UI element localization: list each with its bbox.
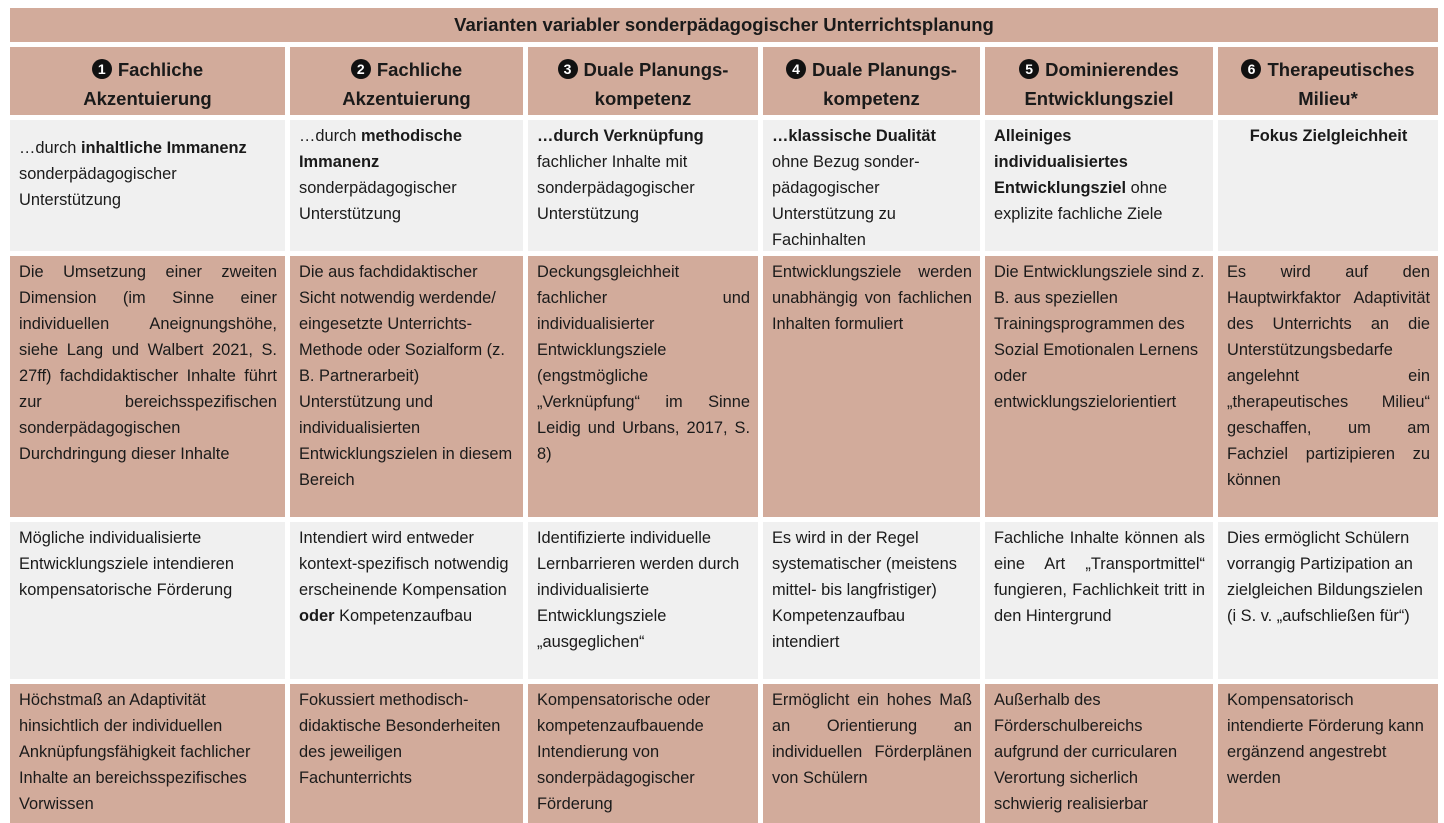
focus-cell-5: Alleiniges individualisiertes Entwicklungsziel ohne explizite fachliche Ziele bbox=[985, 120, 1213, 251]
column-header-line2: kompetenz bbox=[594, 88, 692, 109]
intention-cell-4: Es wird in der Regel systematischer (meistens mittel- bis langfristiger) Kompetenzaufbau intendiert bbox=[763, 522, 980, 679]
focus-cell-2: …durch methodische Immanenz sonderpädagogischer Unterstützung bbox=[290, 120, 523, 251]
focus-cell-4: …klassische Dualität ohne Bezug sonder-pädagogischer Unterstützung zu Fachinhalten bbox=[763, 120, 980, 251]
intention-cell-6: Dies ermöglicht Schülern vorrangig Partizipation an zielgleichen Bildungszielen (i S. v. „aufschließen für“) bbox=[1218, 522, 1438, 679]
benefit-cell-2: Fokussiert methodisch-didaktische Besonderheiten des jeweiligen Fachunterrichts bbox=[290, 684, 523, 823]
intention-cell-5: Fachliche Inhalte können als eine Art „Transportmittel“ fungieren, Fachlichkeit tritt in den Hintergrund bbox=[985, 522, 1213, 679]
description-cell-4: Entwicklungsziele werden unabhängig von fachlichen Inhalten formuliert bbox=[763, 256, 980, 517]
benefit-cell-6: Kompensatorisch intendierte Förderung kann ergänzend angestrebt werden bbox=[1218, 684, 1438, 823]
number-badge-5: 5 bbox=[1019, 59, 1039, 79]
benefit-cell-4: Ermöglicht ein hohes Maß an Orientierung an individuellen Förderplänen von Schülern bbox=[763, 684, 980, 823]
column-header-line1: Fachliche bbox=[117, 59, 204, 80]
column-header-2 bbox=[290, 47, 523, 115]
focus-cell-1: …durch inhaltliche Immanenz sonderpädagogischer Unterstützung bbox=[10, 120, 285, 251]
column-header-3 bbox=[528, 47, 758, 115]
number-badge-3: 3 bbox=[558, 59, 578, 79]
intention-cell-3: Identifizierte individuelle Lernbarrieren werden durch individualisierte Entwicklungsziele „ausgeglichen“ bbox=[528, 522, 758, 679]
table-title: Varianten variabler sonderpädagogischer Unterrichtsplanung bbox=[10, 8, 1438, 42]
focus-cell-6: Fokus Zielgleichheit bbox=[1218, 120, 1438, 251]
description-cell-5: Die Entwicklungsziele sind z. B. aus speziellen Trainingsprogrammen des Sozial Emotionalen Lernens oder entwicklungszielorientiert bbox=[985, 256, 1213, 517]
column-header-5 bbox=[985, 47, 1213, 115]
description-cell-3: Deckungsgleichheit fachlicher und individualisierter Entwicklungsziele (engstmögliche „Verknüpfung“ im Sinne Leidig und Urbans, 2017, S. 8) bbox=[528, 256, 758, 517]
benefit-cell-1: Höchstmaß an Adaptivität hinsichtlich der individuellen Anknüpfungsfähigkeit fachlicher Inhalte an bereichsspezifisches Vorwissen bbox=[10, 684, 285, 823]
number-badge-6: 6 bbox=[1241, 59, 1261, 79]
column-header-6 bbox=[1218, 47, 1438, 115]
column-header-line2: kompetenz bbox=[823, 88, 920, 109]
column-header-line1: Duale Planungs- bbox=[812, 59, 957, 80]
description-cell-1: Die Umsetzung einer zweiten Dimension (im Sinne einer individuellen Aneignungshöhe, siehe Lang und Walbert 2021, S. 27ff) fachdidaktischer Inhalte führt zur bereichsspezifischen sonderpädagogischen Durchdringung dieser Inhalte bbox=[10, 256, 285, 517]
intention-cell-2: Intendiert wird entweder kontext-spezifisch notwendig erscheinende Kompensation oder Kompetenzaufbau bbox=[290, 522, 523, 679]
column-header-line2: Akzentuierung bbox=[83, 88, 212, 109]
column-header-line2: Milieu* bbox=[1298, 88, 1358, 109]
number-badge-2: 2 bbox=[351, 59, 371, 79]
column-header-line1: Fachliche bbox=[376, 59, 463, 80]
column-header-line1: Therapeutisches bbox=[1267, 59, 1415, 80]
benefit-cell-5: Außerhalb des Förderschulbereichs aufgrund der curricularen Verortung sicherlich schwierig realisierbar bbox=[985, 684, 1213, 823]
intention-cell-1: Mögliche individualisierte Entwicklungsziele intendieren kompensatorische Förderung bbox=[10, 522, 285, 679]
number-badge-4: 4 bbox=[786, 59, 806, 79]
column-header-line2: Entwicklungsziel bbox=[1024, 88, 1174, 109]
description-cell-2: Die aus fachdidaktischer Sicht notwendig werdende/ eingesetzte Unterrichts-Methode oder Sozialform (z. B. Partnerarbeit) Unterstützung und individualisierten Entwicklungszielen in diesem Bereich bbox=[290, 256, 523, 517]
number-badge-1: 1 bbox=[92, 59, 112, 79]
column-header-line1: Duale Planungs- bbox=[583, 59, 729, 80]
column-header-4 bbox=[763, 47, 980, 115]
column-header-line2: Akzentuierung bbox=[342, 88, 471, 109]
column-header-1 bbox=[10, 47, 285, 115]
focus-cell-3: …durch Verknüpfung fachlicher Inhalte mit sonderpädagogischer Unterstützung bbox=[528, 120, 758, 251]
description-cell-6: Es wird auf den Hauptwirkfaktor Adaptivität des Unterrichts an die Unterstützungsbedarfe angelehnt ein „therapeutisches Milieu“ geschaffen, um am Fachziel partizipieren zu können bbox=[1218, 256, 1438, 517]
column-header-line1: Dominierendes bbox=[1045, 59, 1179, 80]
benefit-cell-3: Kompensatorische oder kompetenzaufbauende Intendierung von sonderpädagogischer Förderung bbox=[528, 684, 758, 823]
